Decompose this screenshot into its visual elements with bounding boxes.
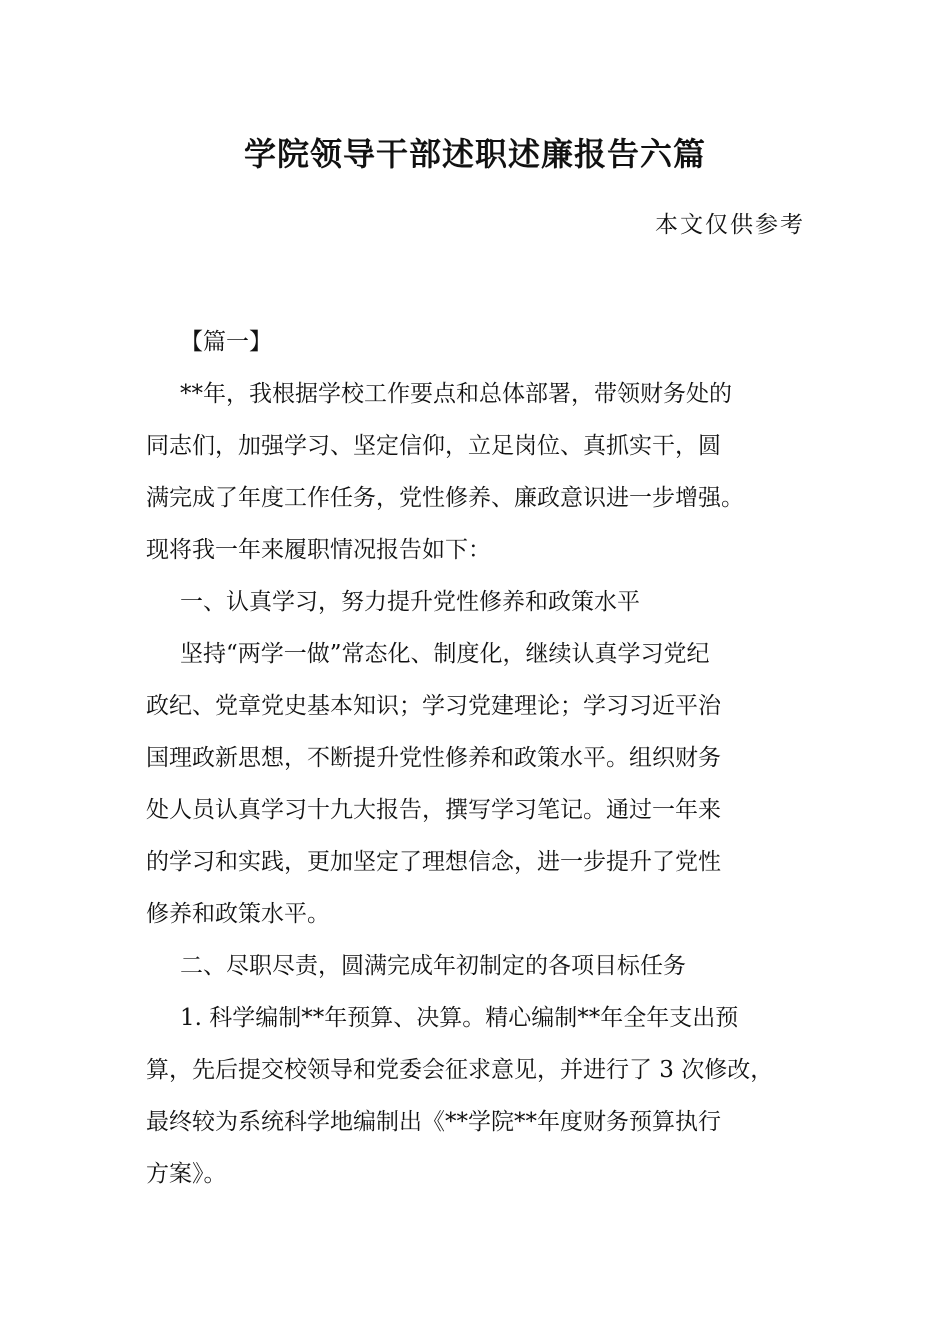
paragraph-line: 算，先后提交校领导和党委会征求意见，并进行了 3 次修改， [146, 1057, 774, 1083]
paragraph-line: 同志们，加强学习、坚定信仰，立足岗位、真抓实干，圆 [146, 433, 721, 459]
paragraph-line: **年，我根据学校工作要点和总体部署，带领财务处的 [180, 381, 732, 407]
paragraph-line: 的学习和实践，更加坚定了理想信念，进一步提升了党性 [146, 849, 721, 875]
section-heading: 一、认真学习，努力提升党性修养和政策水平 [180, 589, 640, 615]
paragraph-line: 1. 科学编制**年预算、决算。精心编制**年全年支出预 [180, 1005, 739, 1031]
paragraph-line: 修养和政策水平。 [146, 901, 330, 927]
paragraph-line: 处人员认真学习十九大报告，撰写学习笔记。通过一年来 [146, 797, 721, 823]
paragraph-line: 国理政新思想，不断提升党性修养和政策水平。组织财务 [146, 745, 721, 771]
heading-section-2 [146, 940, 826, 992]
paragraph-budget [146, 992, 826, 1200]
paragraph-line: 政纪、党章党史基本知识；学习党建理论；学习习近平治 [146, 693, 721, 719]
paragraph-line: 最终较为系统科学地编制出《**学院**年度财务预算执行 [146, 1109, 721, 1135]
document-subtitle: 本文仅供参考 [655, 212, 805, 238]
paragraph-study [146, 628, 826, 940]
paragraph-line: 满完成了年度工作任务，党性修养、廉政意识进一步增强。 [146, 485, 744, 511]
paragraph-line: 坚持“两学一做”常态化、制度化，继续认真学习党纪 [180, 641, 710, 667]
paragraph-line: 方案》。 [146, 1161, 227, 1187]
heading-section-1 [146, 576, 826, 628]
paragraph-intro [146, 368, 826, 576]
document-title: 学院领导干部述职述廉报告六篇 [243, 135, 706, 173]
section-label: 【篇一】 [180, 329, 272, 355]
section-heading: 二、尽职尽责，圆满完成年初制定的各项目标任务 [180, 953, 686, 979]
document-body [146, 316, 826, 1200]
paragraph-line: 现将我一年来履职情况报告如下： [146, 537, 491, 563]
